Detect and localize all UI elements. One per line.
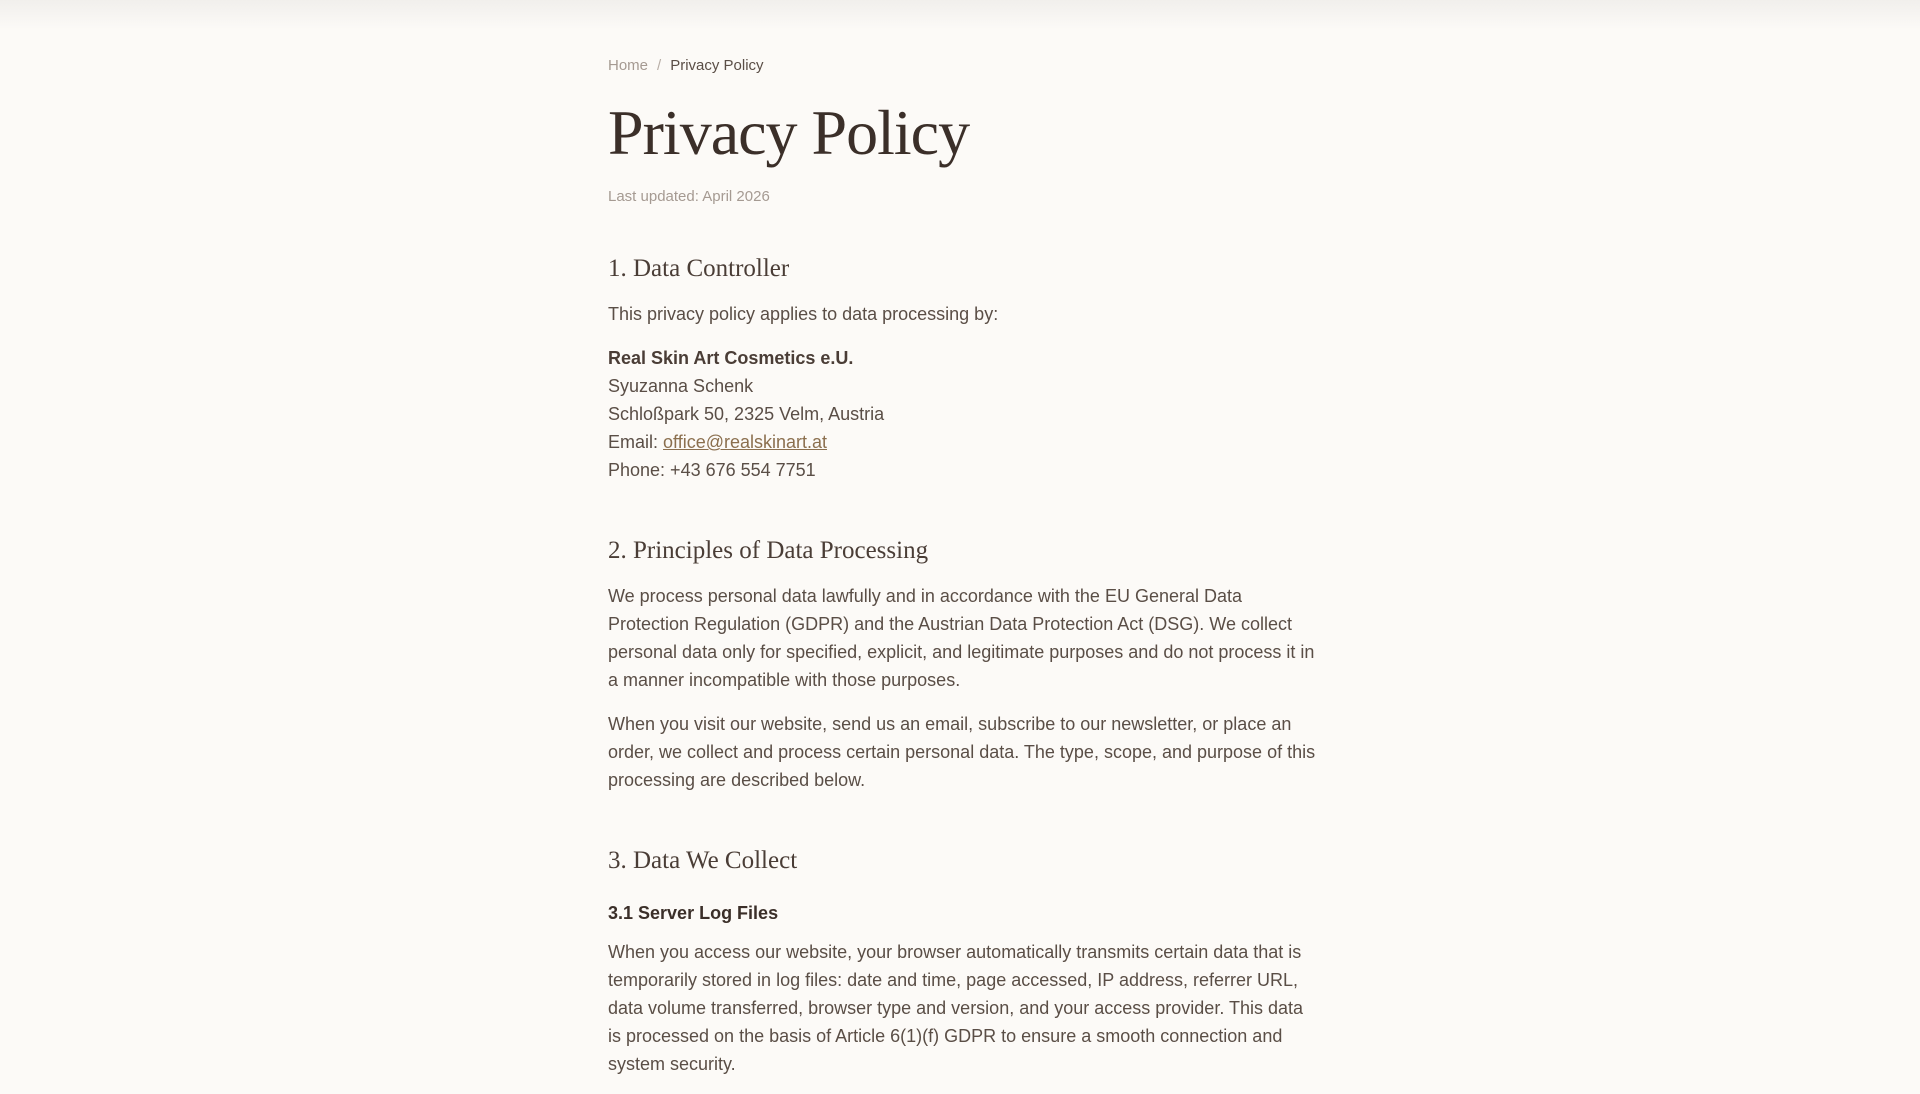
- email-label: Email:: [608, 432, 664, 452]
- header-shadow: [0, 0, 1920, 30]
- subsection-heading: 3.1 Server Log Files: [608, 903, 779, 923]
- breadcrumb-separator: /: [657, 57, 662, 74]
- phone: Phone: +43 676 554 7751: [608, 460, 816, 480]
- controller-details: [608, 344, 1320, 484]
- breadcrumb: [608, 57, 764, 74]
- page-title: Privacy Policy: [608, 97, 970, 168]
- section-data-controller: [608, 252, 1320, 484]
- section-data-we-collect: [608, 844, 1320, 1078]
- breadcrumb-current: Privacy Policy: [670, 57, 764, 74]
- paragraph: We process personal data lawfully and in accordance with the EU General Data Protection Regulation (GDPR) and the Austrian Data Protection Act (DSG). We collect personal data only for specified, explicit, and legitimate purposes and do not process it in a manner incompatible with those purposes.: [608, 586, 1315, 690]
- policy-body: [608, 252, 1320, 1094]
- paragraph: When you access our website, your browser automatically transmits certain data that is temporarily stored in log files: date and time, page accessed, IP address, referrer URL, data volume transferred, browser type and version, and your access provider. This data is processed on the basis of Article 6(1)(f) GDPR to ensure a smooth connection and system security.: [608, 942, 1304, 1074]
- breadcrumb-home-link[interactable]: Home: [608, 57, 649, 74]
- paragraph: When you visit our website, send us an email, subscribe to our newsletter, or place an order, we collect and process certain personal data. The type, scope, and purpose of this processing are described below.: [608, 714, 1316, 790]
- company-name: Real Skin Art Cosmetics e.U.: [608, 348, 854, 368]
- section-heading: 1. Data Controller: [608, 255, 790, 282]
- last-updated: Last updated: April 2026: [608, 188, 770, 205]
- email-link[interactable]: office@realskinart.at: [663, 432, 828, 452]
- address: Schloßpark 50, 2325 Velm, Austria: [608, 404, 885, 424]
- owner-name: Syuzanna Schenk: [608, 376, 754, 396]
- section-principles: [608, 534, 1320, 794]
- section-heading: 2. Principles of Data Processing: [608, 537, 929, 564]
- section-heading: 3. Data We Collect: [608, 847, 798, 874]
- section-intro: This privacy policy applies to data processing by:: [608, 304, 999, 324]
